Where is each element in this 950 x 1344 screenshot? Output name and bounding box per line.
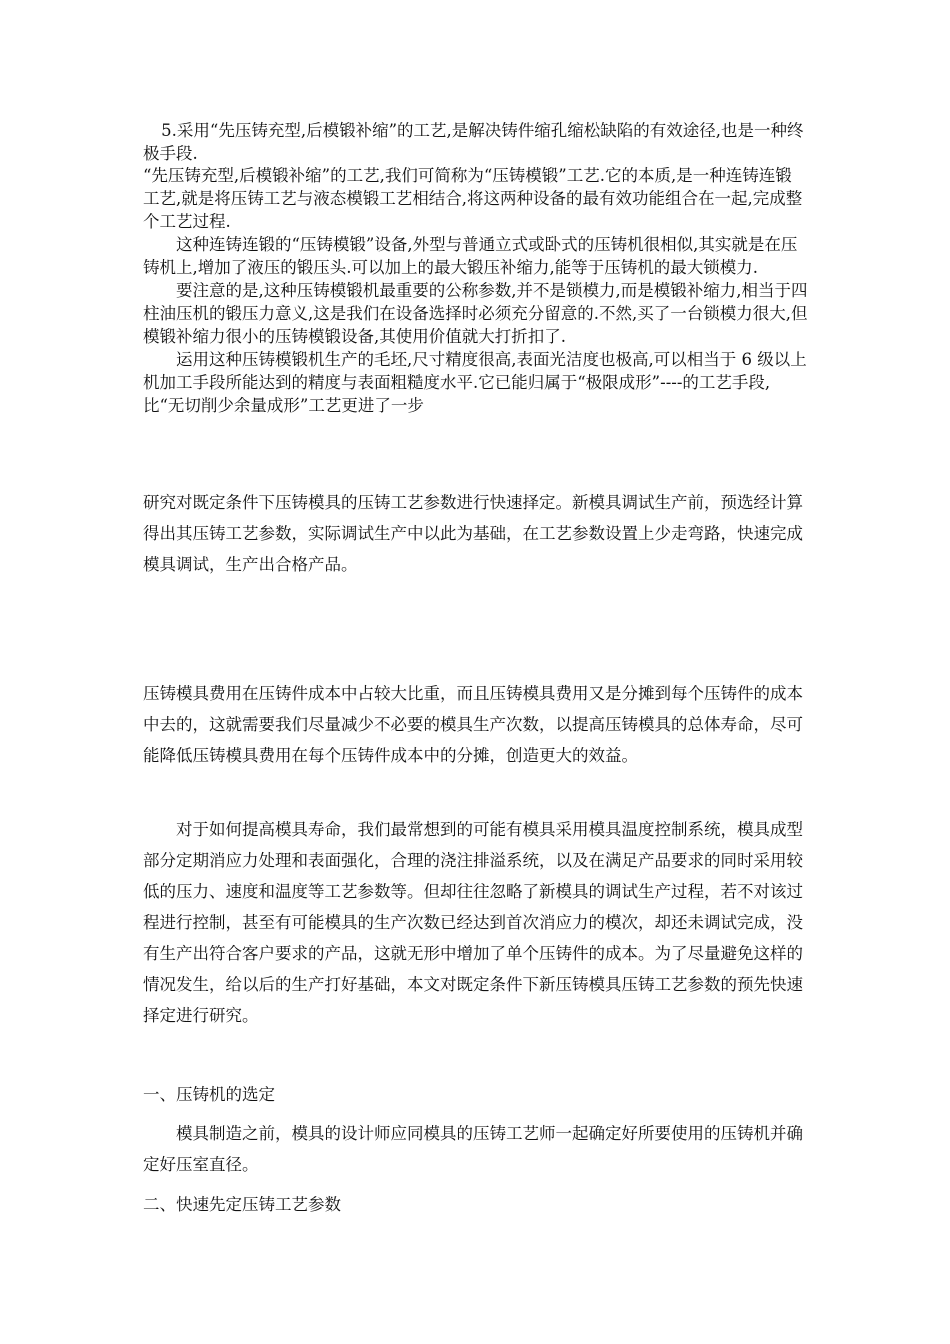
- heading-machine-selection: 一、压铸机的选定: [143, 1085, 275, 1104]
- paragraph-research-summary: 研究对既定条件下压铸模具的压铸工艺参数进行快速择定。新模具调试生产前，预选经计算得出其压铸工艺参数，实际调试生产中以此为基础，在工艺参数设置上少走弯路，快速完成模具调试，生产出合格产品。: [143, 493, 803, 574]
- paragraph-mold-cost: 压铸模具费用在压铸件成本中占较大比重，而且压铸模具费用又是分摊到每个压铸件的成本中去的，这就需要我们尽量减少不必要的模具生产次数，以提高压铸模具的总体寿命，尽可能降低压铸模具费用在每个压铸件成本中的分摊，创造更大的效益。: [143, 684, 803, 765]
- heading-quick-parameters: 二、快速先定压铸工艺参数: [143, 1195, 341, 1214]
- paragraph-machine-selection: 模具制造之前，模具的设计师应同模具的压铸工艺师一起确定好所要使用的压铸机并确定好压室直径。: [143, 1124, 803, 1174]
- paragraph-equipment-description: 这种连铸连锻的“压铸模锻”设备,外型与普通立式或卧式的压铸机很相似,其实就是在压铸机上,增加了液压的锻压头.可以加上的最大锻压补缩力,能等于压铸机的最大锁模力.: [143, 235, 798, 277]
- paragraph-process-definition: “先压铸充型,后模锻补缩”的工艺,我们可简称为“压铸模锻”工艺.它的本质,是一种连铸连锻工艺,就是将压铸工艺与液态模锻工艺相结合,将这两种设备的最有效功能组合在一起,完成整个工艺过程.: [143, 166, 803, 231]
- paragraph-precision-level: 运用这种压铸模锻机生产的毛坯,尺寸精度很高,表面光洁度也极高,可以相当于 6 级以上机加工手段所能达到的精度与表面粗糙度水平.它已能归属于“极限成形”----的工艺手段,比“无切削少余量成形”工艺更进了一步: [143, 350, 807, 415]
- paragraph-nominal-parameter: 要注意的是,这种压铸模锻机最重要的公称参数,并不是锁模力,而是模锻补缩力,相当于四柱油压机的锻压力意义,这是我们在设备选择时必须充分留意的.不然,买了一台锁模力很大,但模锻补缩力很小的压铸模锻设备,其使用价值就大打折扣了.: [143, 281, 808, 346]
- paragraph-mold-life: 对于如何提高模具寿命，我们最常想到的可能有模具采用模具温度控制系统，模具成型部分定期消应力处理和表面强化，合理的浇注排溢系统，以及在满足产品要求的同时采用较低的压力、速度和温度等工艺参数等。但却往往忽略了新模具的调试生产过程，若不对该过程进行控制，甚至有可能模具的生产次数已经达到首次消应力的模次，却还未调试完成，没有生产出符合客户要求的产品，这就无形中增加了单个压铸件的成本。为了尽量避免这样的情况发生，给以后的生产打好基础，本文对既定条件下新压铸模具压铸工艺参数的预先快速择定进行研究。: [143, 820, 803, 1025]
- paragraph-squeeze-casting-intro: 5.采用“先压铸充型,后模锻补缩”的工艺,是解决铸件缩孔缩松缺陷的有效途径,也是一种终极手段.: [143, 121, 804, 163]
